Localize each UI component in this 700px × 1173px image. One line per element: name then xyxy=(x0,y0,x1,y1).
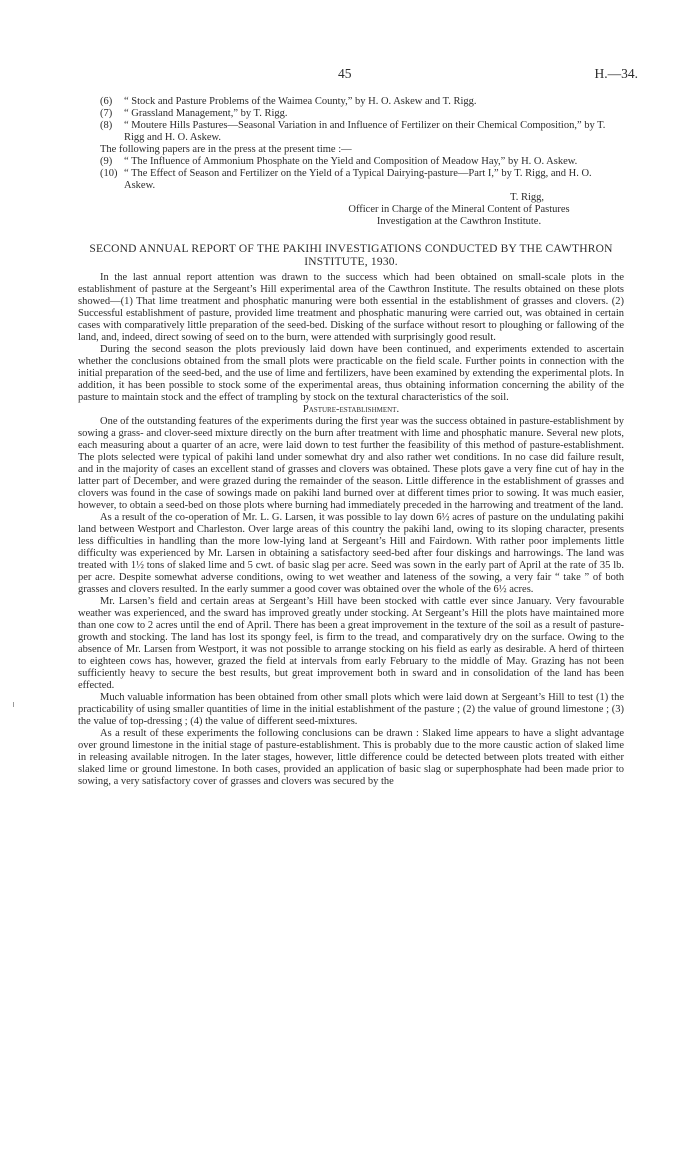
reference-item xyxy=(78,156,624,168)
report-title: SECOND ANNUAL REPORT OF THE PAKIHI INVESTIGATIONS CONDUCTED BY THE CAWTHRON INSTITUTE, 1930. xyxy=(89,243,613,268)
press-reference-list xyxy=(78,156,624,192)
document-id: H.—34. xyxy=(594,66,638,81)
reference-number: (8) xyxy=(100,120,113,131)
page-body xyxy=(78,96,624,788)
body-paragraph: Much valuable information has been obtained from other small plots which were laid down at Sergeant’s Hill to test (1) the practicability of using smaller quantities of lime in the initial establishment of the pasture ; (2) the value of ground limestone ; (3) the value of top-dressing ; (4) the value of different seed-mixtures. xyxy=(78,692,624,727)
body-paragraph: During the second season the plots previously laid down have been continued, and experiments extended to ascertain whether the conclusions obtained from the small plots were practicable on the field scale. Further points in connection with the initial preparation of the seed-bed, and the use of lime and fertilizers, have been examined by extending the experimental plots. In addition, it has been possible to stock some of the experimental areas, thus obtaining information concerning the ability of the pasture to maintain stock and the effect of trampling by stock on the textural characteristics of the soil. xyxy=(78,344,624,403)
signatory-affiliation: Investigation at the Cawthron Institute. xyxy=(376,216,542,227)
signature-block xyxy=(314,192,604,228)
signatory-title: Officer in Charge of the Mineral Content of Pastures xyxy=(348,204,570,215)
reference-number: (7) xyxy=(100,108,113,119)
reference-item xyxy=(78,96,624,108)
reference-text: “ The Effect of Season and Fertilizer on the Yield of a Typical Dairying-pasture—Part I,” by T. Rigg, and H. O. Askew. xyxy=(124,168,592,191)
margin-mark xyxy=(13,702,14,707)
reference-item xyxy=(78,108,624,120)
body-paragraph: As a result of these experiments the following conclusions can be drawn : Slaked lime appears to have a slight advantage over ground limestone in the initial stage of pasture-establishment. This is probably due to the more caustic action of slaked lime in releasing available nitrogen. In the later stages, however, little difference could be detected between plots treated with either slaked lime or ground limestone. In both cases, provided an application of basic slag or superphosphate had been made prior to sowing, a very satisfactory cover of grasses and clovers was secured by the xyxy=(78,728,624,787)
reference-number: (10) xyxy=(100,168,118,179)
page-number: 45 xyxy=(338,66,352,81)
body-paragraph: In the last annual report attention was drawn to the success which had been obtained on small-scale plots in the establishment of pasture at the Sergeant’s Hill experimental area of the Cawthron Institute. The results obtained on these plots showed—(1) That lime treatment and phosphatic manuring were both essential in the establishment of grasses and clovers. (2) Successful establishment of pasture, provided lime treatment and phosphatic manuring were carried out, was obtained in certain cases with comparatively little preparation of the seed-bed. Disking of the surface without resort to ploughing or fallowing of the land, and, indeed, direct sowing of seed on to the burn, were attended with surprisingly good result. xyxy=(78,272,624,343)
reference-number: (9) xyxy=(100,156,113,167)
reference-item xyxy=(78,120,624,144)
reference-text: “ The Influence of Ammonium Phosphate on the Yield and Composition of Meadow Hay,” by H. O. Askew. xyxy=(124,156,578,167)
press-intro: The following papers are in the press at the present time :— xyxy=(100,144,352,155)
section-heading: Pasture-establishment. xyxy=(302,404,400,415)
body-paragraph: One of the outstanding features of the experiments during the first year was the success obtained in pasture-establishment by sowing a grass- and clover-seed mixture directly on the burn after treatment with lime and phosphatic manure. Several new plots, each measuring about a quarter of an acre, were laid down to test further the feasibility of this method of pasture-establishment. The plots selected were typical of pakihi land under somewhat dry and also rather wet conditions. In no case did failure result, and in the majority of cases an excellent stand of grasses and clovers was obtained. These plots gave a very fine cut of hay in the latter part of December, and were grazed during the remainder of the season. Little difference in the establishment of grasses and clovers was found in the case of sowings made on pakihi land burned over at different times prior to sowing. It was much easier, however, to obtain a seed-bed on those plots where burning had immediately preceded in the harrowing and treatment of the land. xyxy=(78,416,624,511)
page-header xyxy=(0,66,700,82)
reference-list xyxy=(78,96,624,144)
reference-text: “ Moutere Hills Pastures—Seasonal Variation in and Influence of Fertilizer on their Chemical Composition,” by T. Rigg and H. O. Askew. xyxy=(124,120,606,143)
body-paragraph: Mr. Larsen’s field and certain areas at Sergeant’s Hill have been stocked with cattle ever since January. Very favourable weather was experienced, and the sward has improved greatly under stocking. At Sergeant’s Hill the plots have maintained more than one cow to 2 acres until the end of April. There has been a great improvement in the texture of the soil as a result of pasture-growth and stocking. The land has lost its spongy feel, is firm to the tread, and comparatively dry on the surface. Owing to the absence of Mr. Larsen from Westport, it was not possible to arrange stocking on his field as early as desirable. A herd of thirteen to eighteen cows has, however, grazed the field at intervals from early February to the middle of May. Grazing has not been sufficiently heavy to secure the best results, but great improvement both in sward and in consolidation of the land has been effected. xyxy=(78,596,624,691)
reference-item xyxy=(78,168,624,192)
signatory-name: T. Rigg, xyxy=(510,192,544,203)
reference-text: “ Grassland Management,” by T. Rigg. xyxy=(124,108,288,119)
reference-text: “ Stock and Pasture Problems of the Waimea County,” by H. O. Askew and T. Rigg. xyxy=(124,96,477,107)
body-paragraph: As a result of the co-operation of Mr. L. G. Larsen, it was possible to lay down 6½ acres of pasture on the undulating pakihi land between Westport and Charleston. Over large areas of this country the pakihi land, owing to its sloping character, presents less difficulties in handling than the more low-lying land at Sergeant’s Hill and Fairdown. With rather poor implements little difficulty was experienced by Mr. Larsen in obtaining a satisfactory seed-bed after four diskings and harrowings. The land was treated with 1½ tons of slaked lime and 5 cwt. of basic slag per acre. Seed was sown in the early part of April at the rate of 35 lb. per acre. Despite somewhat adverse conditions, owing to wet weather and lateness of the sowing, a very fair “ take ” of both grasses and clovers resulted. In the early summer a good cover was obtained over the whole of the 6½ acres. xyxy=(78,512,624,595)
reference-number: (6) xyxy=(100,96,113,107)
